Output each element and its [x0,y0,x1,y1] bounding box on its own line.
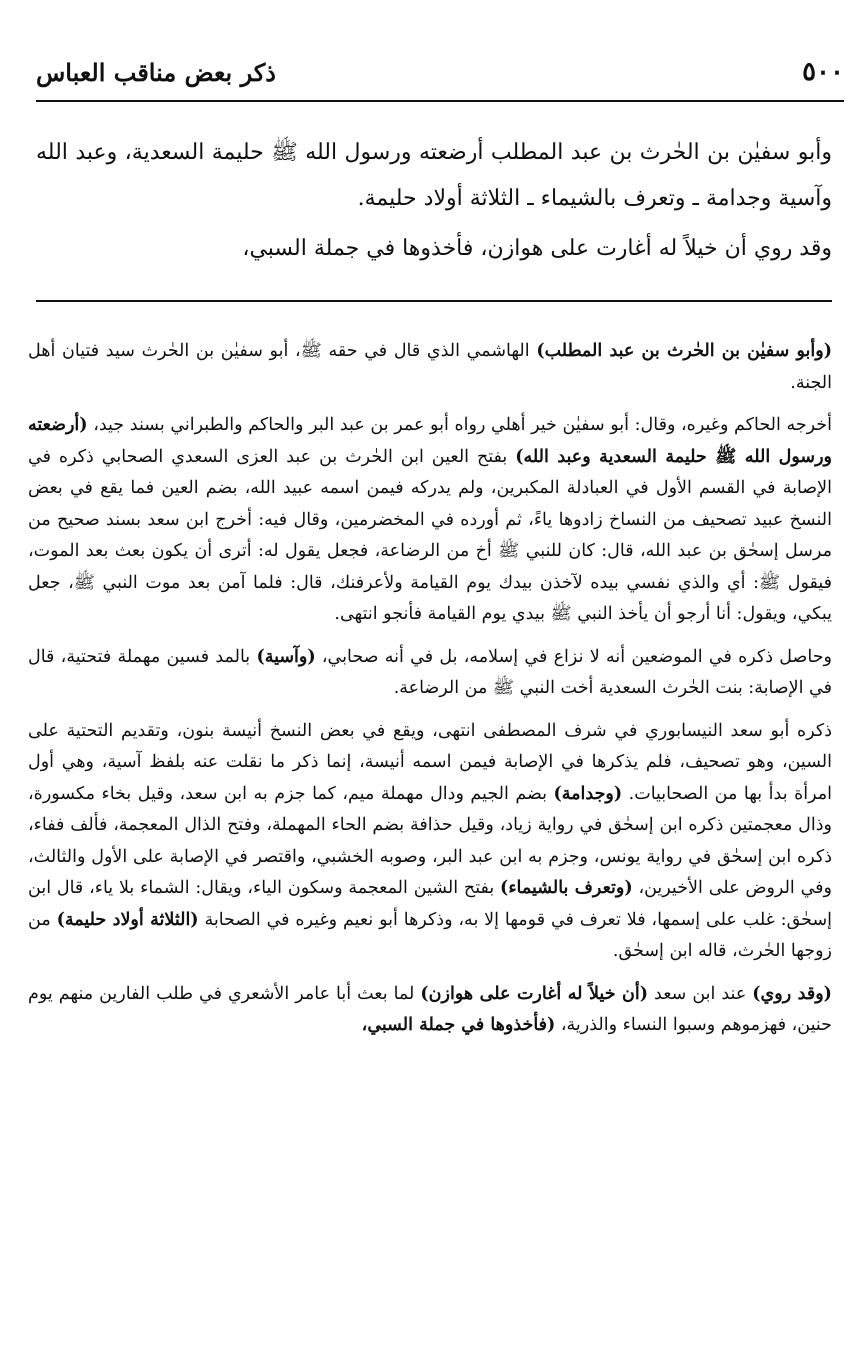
commentary-text: من زوجها الحٰرث، قاله ابن إسحٰق. [28,909,832,961]
commentary-text: أخرجه الحاكم وغيره، وقال: أبو سفيٰن خير أهلي رواه أبو عمر بن عبد البر والحاكم والطبراني بسند جيد، [87,415,832,435]
quoted-phrase: (الثلاثة أولاد حليمة) [56,909,199,930]
main-text [36,130,832,272]
main-text-paragraph-2: وقد روي أن خيلاً له أغارت على هوازن، فأخذوها في جملة السبي، [242,236,832,261]
page-number: ٥٠٠ [802,57,844,87]
commentary-paragraph-1 [28,336,832,399]
commentary-text: لما بعث أبا عامر الأشعري في طلب الفارين منهم يوم حنين، فهزموهم وسبوا النساء والذرية، [28,983,832,1035]
quoted-phrase: (وجدامة) [553,783,623,804]
commentary-text: عند ابن سعد [648,983,753,1004]
commentary-paragraph-4 [28,716,832,968]
commentary-text: بفتح الشين المعجمة وسكون الياء، ويقال: الشماء بلا ياء، قال ابن إسحٰق: غلب على إسمها، فلا تعرف في قومها إلا به، وذكرها أبو نعيم وغيره في الصحابة [28,878,832,930]
commentary-text: ذكره أبو سعد النيسابوري في شرف المصطفى انتهى، ويقع في بعض النسخ أنيسة بنون، وتقديم التحتية على السين، وهو تصحيف، فلم يذكرها في الإصابة فيمن اسمه أنيسة، إنما ذكر ما نقلت عنه بلفظ آسية، وهي أول امرأة بدأ بها من الصحابيات. [28,720,832,804]
commentary-paragraph-3 [28,642,832,705]
commentary-text: وحاصل ذكره في الموضعين أنه لا نزاع في إسلامه، بل في أنه صحابي، [315,646,832,667]
commentary-paragraph-5 [28,979,832,1042]
quoted-phrase: (أرضعته ورسول الله ﷺ حليمة السعدية وعبد الله) [28,415,832,467]
main-text-separator [36,300,832,302]
commentary-text: الهاشمي الذي قال في حقه ﷺ، أبو سفيٰن بن الحٰرث سيد فتيان أهل الجنة. [28,341,832,393]
quoted-phrase: (وآسية) [256,646,316,667]
quoted-phrase: (وتعرف بالشيماء) [500,878,633,898]
main-text-paragraph-1: وأبو سفيٰن بن الحٰرث بن عبد المطلب أرضعته ورسول الله ﷺ حليمة السعدية، وعبد الله وآسية وجدامة ـ وتعرف بالشيماء ـ الثلاثة أولاد حليمة. [36,140,832,211]
commentary-text: بفتح العين ابن الحٰرث بن عبد العزى السعدي الصحابي ذكره في الإصابة في القسم الأول في العبادلة المكبرين، ولم يدركه فيمن اسمه عبيد الله، بضم العين فما يقع في بعض النسخ عبيد تصحيف من النساخ زادوها ياءً، ثم أورده في المخضرمين، وقال فيه: أخرج ابن سعد بسند صحيح من مرسل إسحٰق بن عبد الله، قال: كان للنبي ﷺ أخ من الرضاعة، فجعل يقول له: أترى أن يكون بعث بعد الموت، فيقول ﷺ: أي والذي نفسي بيده لآخذن بيدك يوم القيامة ولأعرفنك، قال: فلما آمن بعد موت النبي ﷺ، جعل يبكي، ويقول: أنا أرجو أن يأخذ النبي ﷺ بيدي يوم القيامة فأنجو انتهى. [28,446,832,624]
commentary-text: بضم الجيم ودال مهملة ميم، كما جزم به ابن سعد، وقيل بخاء مكسورة، وذال معجمتين ذكره ابن إسحٰق في رواية زياد، وقيل حذافة بضم الحاء المهملة، وفتح الذال المعجمة، فألف ففاء، ذكره ابن إسحٰق في رواية يونس، وجزم به ابن عبد البر، وصوبه الخشبي، واقتصر في الإصابة على الأول والثالث، وفي الروض على الأخيرين، [28,783,833,898]
quoted-phrase: (وقد روي) [752,983,832,1004]
commentary-text: بالمد فسين مهملة فتحتية، قال في الإصابة: بنت الحٰرث السعدية أخت النبي ﷺ من الرضاعة. [28,646,832,698]
page-header [36,52,844,92]
commentary-paragraph-2 [28,410,832,631]
header-rule [36,100,844,102]
quoted-phrase: (فأخذوها في جملة السبي، [361,1015,556,1035]
running-title: ذكر بعض مناقب العباس [36,57,276,87]
commentary [28,336,832,1053]
quoted-phrase: (أن خيلاً له أغارت على هوازن) [420,983,649,1004]
quoted-phrase: (وأبو سفيٰن بن الحٰرث بن عبد المطلب) [536,341,832,361]
